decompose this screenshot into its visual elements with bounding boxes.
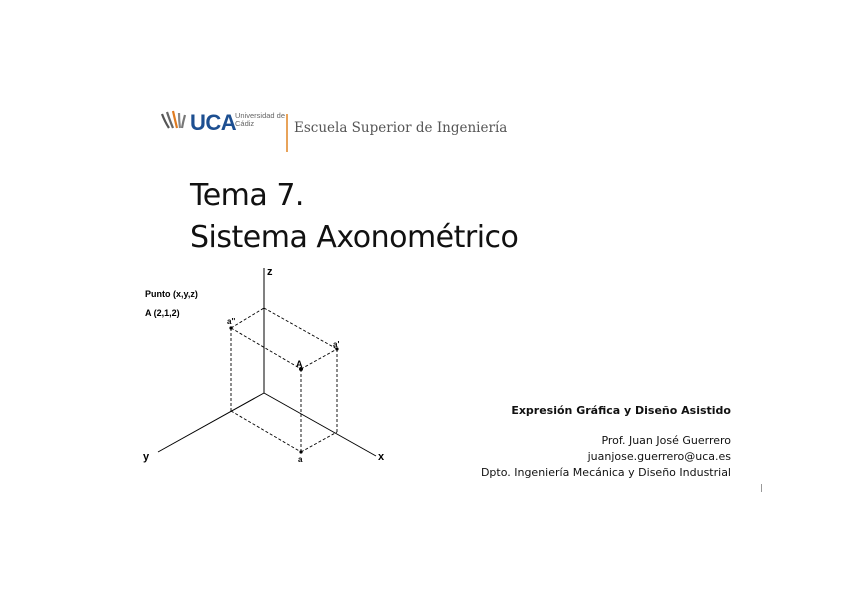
axis-y-label: y <box>143 451 150 463</box>
school-name: Escuela Superior de Ingeniería <box>294 120 508 136</box>
point-a2 <box>229 326 232 329</box>
department-name: Dpto. Ingeniería Mecánica y Diseño Industrial <box>480 466 731 479</box>
point-a <box>299 450 302 453</box>
university-name: Universidad de Cádiz <box>235 111 286 128</box>
text-cursor <box>761 484 762 492</box>
axis-z-label: z <box>267 266 273 278</box>
axis-x-label: x <box>378 451 385 463</box>
course-info <box>481 403 731 481</box>
label-a1: a' <box>333 340 340 349</box>
label-A: A <box>296 359 303 369</box>
caption-line-1: Punto (x,y,z) <box>145 289 198 299</box>
title-line-1: Tema 7. <box>190 178 304 213</box>
professor-email: juanjose.guerrero@uca.es <box>587 450 731 463</box>
x-axis <box>264 393 376 456</box>
construction-lines <box>231 308 340 452</box>
caption-line-2: A (2,1,2) <box>145 308 180 318</box>
subject-name: Expresión Gráfica y Diseño Asistido <box>511 404 731 417</box>
y-axis <box>158 393 264 452</box>
uca-logo-text: UCA <box>190 110 237 135</box>
professor-name: Prof. Juan José Guerrero <box>601 434 731 447</box>
label-a: a <box>298 455 303 464</box>
label-a2: a'' <box>227 317 236 326</box>
title-line-2: Sistema Axonométrico <box>190 220 519 255</box>
